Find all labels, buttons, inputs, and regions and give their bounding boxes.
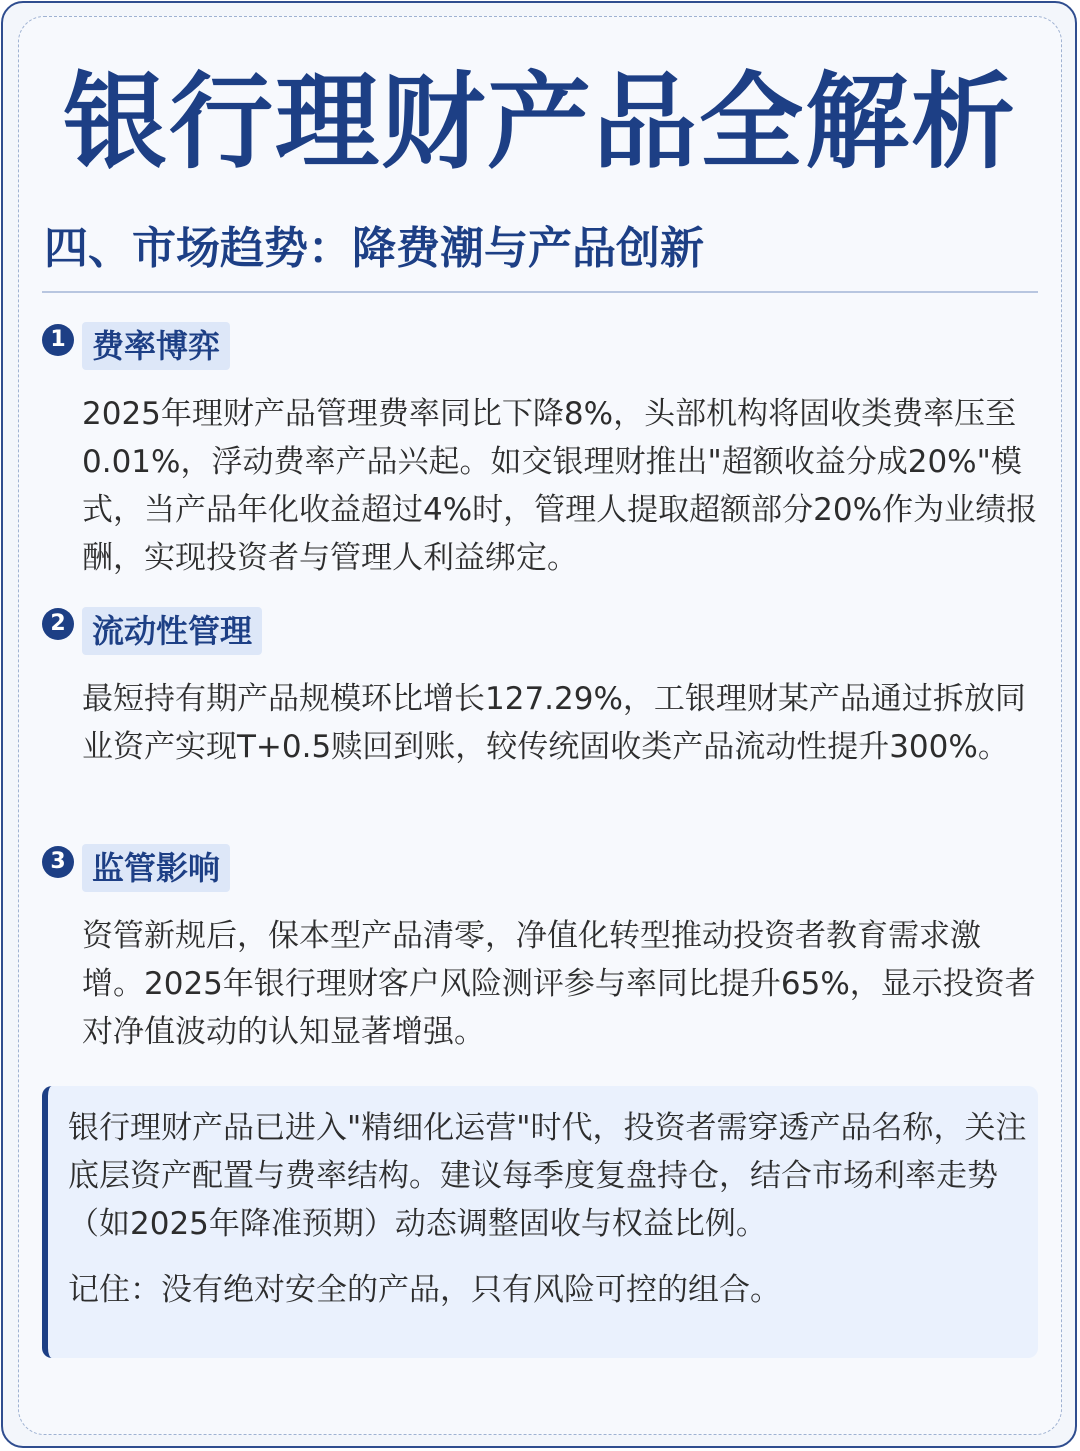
item-body-regulation: 资管新规后，保本型产品清零，净值化转型推动投资者教育需求激增。2025年银行理财客户风险测评参与率同比提升65%，显示投资者对净值波动的认知显著增强。	[82, 918, 1036, 1050]
section-title: 四、市场趋势：降费潮与产品创新	[44, 223, 704, 274]
section-divider	[42, 291, 1038, 293]
item-body-liquidity: 最短持有期产品规模环比增长127.29%，工银理财某产品通过拆放同业资产实现T+0.5赎回到账，较传统固收类产品流动性提升300%。	[82, 681, 1026, 765]
item-number-badge: 1	[42, 324, 74, 356]
summary-box	[42, 1086, 1038, 1358]
item-number-badge: 2	[42, 608, 74, 640]
item-body-fee-rate: 2025年理财产品管理费率同比下降8%，头部机构将固收类费率压至0.01%，浮动费率产品兴起。如交银理财推出"超额收益分成20%"模式，当产品年化收益超过4%时，管理人提取超额部分20%作为业绩报酬，实现投资者与管理人利益绑定。	[82, 396, 1038, 576]
summary-text: 银行理财产品已进入"精细化运营"时代，投资者需穿透产品名称，关注底层资产配置与费率结构。建议每季度复盘持仓，结合市场利率走势（如2025年降准预期）动态调整固收与权益比例。	[68, 1110, 1027, 1242]
page-title: 银行理财产品全解析	[62, 61, 1017, 183]
item-number-badge: 3	[42, 846, 74, 878]
summary-note: 记住：没有绝对安全的产品，只有风险可控的组合。	[68, 1272, 781, 1308]
item-heading-liquidity: 流动性管理	[82, 607, 262, 655]
item-heading-regulation: 监管影响	[82, 844, 230, 892]
item-heading-fee-rate: 费率博弈	[82, 322, 230, 370]
